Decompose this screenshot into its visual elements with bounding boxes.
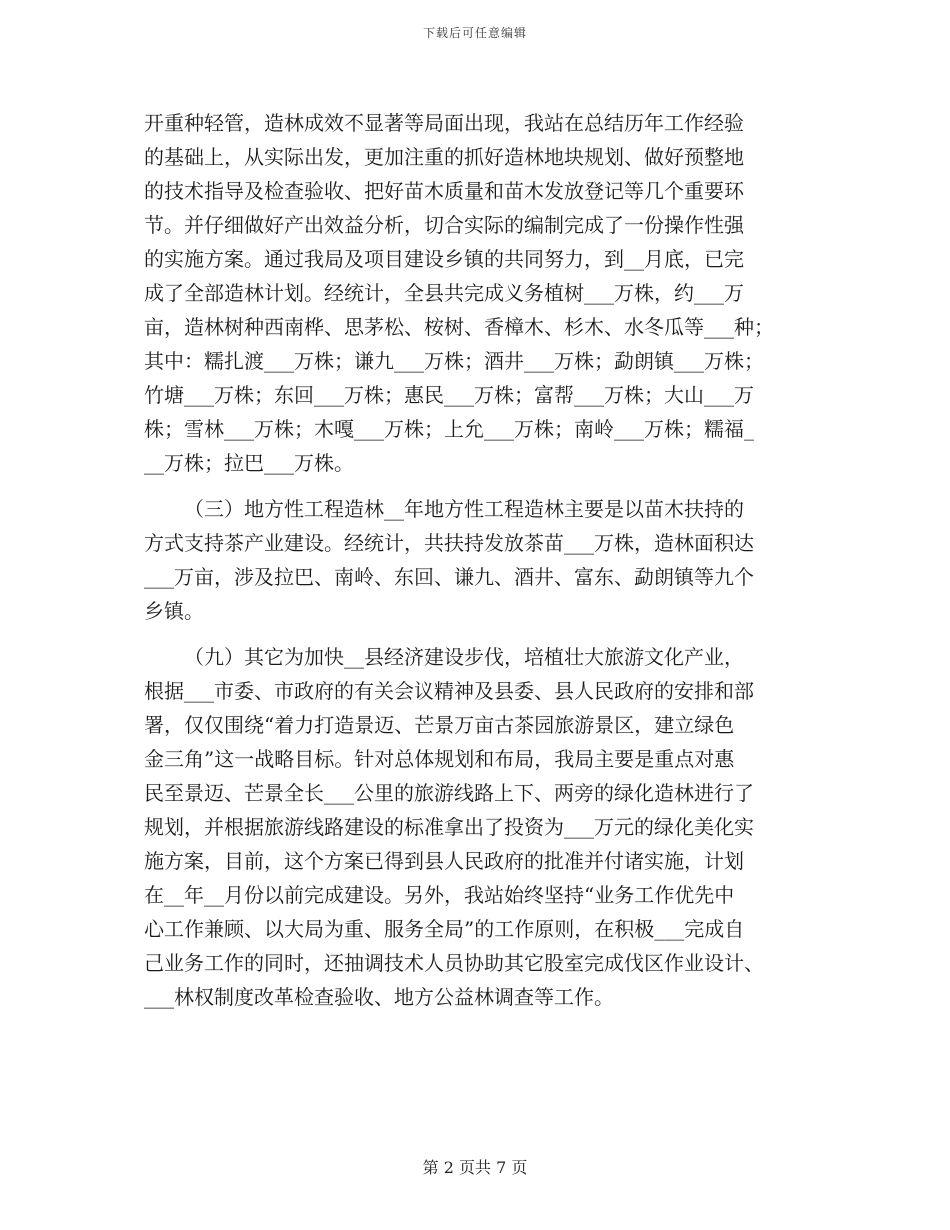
text-line: 施方案，目前，这个方案已得到县人民政府的批准并付诸实施，计划 [144, 849, 744, 873]
text-line: 方式支持茶产业建设。经统计，共扶持发放茶苗___万株，造林面积达 [144, 531, 754, 555]
text-line: 的实施方案。通过我局及项目建设乡镇的共同努力，到__月底，已完 [144, 247, 744, 271]
text-line: 节。并仔细做好产出效益分析，切合实际的编制完成了一份操作性强 [144, 213, 744, 237]
text-line: 己业务工作的同时，还抽调技术人员协助其它股室完成伐区作业设计、 [144, 951, 764, 975]
text-line: 开重种轻管，造林成效不显著等局面出现，我站在总结历年工作经验 [144, 111, 744, 135]
text-line: 乡镇。 [144, 599, 204, 623]
text-line: 民至景迈、芒景全长___公里的旅游线路上下、两旁的绿化造林进行了 [144, 781, 754, 805]
text-line: 规划，并根据旅游线路建设的标准拿出了投资为___万元的绿化美化实 [144, 815, 754, 839]
text-line: 金三角”这一战略目标。针对总体规划和布局，我局主要是重点对惠 [144, 747, 735, 771]
document-body [144, 106, 816, 1014]
text-line: __万株；拉巴___万株。 [144, 451, 354, 475]
text-line: 株；雪林___万株；木嘎___万株；上允___万株；南岭___万株；糯福_ [144, 417, 754, 441]
text-line: 其中：糯扎渡___万株；谦九___万株；酒井___万株；勐朗镇___万株； [144, 349, 764, 373]
text-line: 署，仅仅围绕“着力打造景迈、芒景万亩古茶园旅游景区，建立绿色 [144, 713, 735, 737]
text-line: 根据___市委、市政府的有关会议精神及县委、县人民政府的安排和部 [144, 679, 754, 703]
paragraph-first-line: （九）其它为加快__县经济建设步伐，培植壮大旅游文化产业， [184, 645, 744, 669]
text-line: 的基础上，从实际出发，更加注重的抓好造林地块规划、做好预整地 [144, 145, 744, 169]
text-line: 在__年__月份以前完成建设。另外，我站始终坚持“业务工作优先中 [144, 883, 735, 907]
text-line: 心工作兼顾、以大局为重、服务全局”的工作原则，在积极___完成自 [144, 917, 745, 941]
page-footer: 第 2 页共 7 页 [422, 1158, 528, 1177]
text-line: 亩，造林树种西南桦、思茅松、桉树、香樟木、杉木、水冬瓜等___种； [144, 315, 774, 339]
text-line: ___万亩，涉及拉巴、南岭、东回、谦九、酒井、富东、勐朗镇等九个 [144, 565, 754, 589]
page-header: 下载后可任意编辑 [422, 26, 527, 40]
text-line: ___林权制度改革检查验收、地方公益林调查等工作。 [144, 985, 614, 1009]
paragraph-first-line: （三）地方性工程造林__年地方性工程造林主要是以苗木扶持的 [184, 497, 744, 521]
text-line: 竹塘___万株；东回___万株；惠民___万株；富帮___万株；大山___万 [144, 383, 754, 407]
text-line: 成了全部造林计划。经统计，全县共完成义务植树___万株，约___万 [144, 281, 744, 305]
text-line: 的技术指导及检查验收、把好苗木质量和苗木发放登记等几个重要环 [144, 179, 744, 203]
